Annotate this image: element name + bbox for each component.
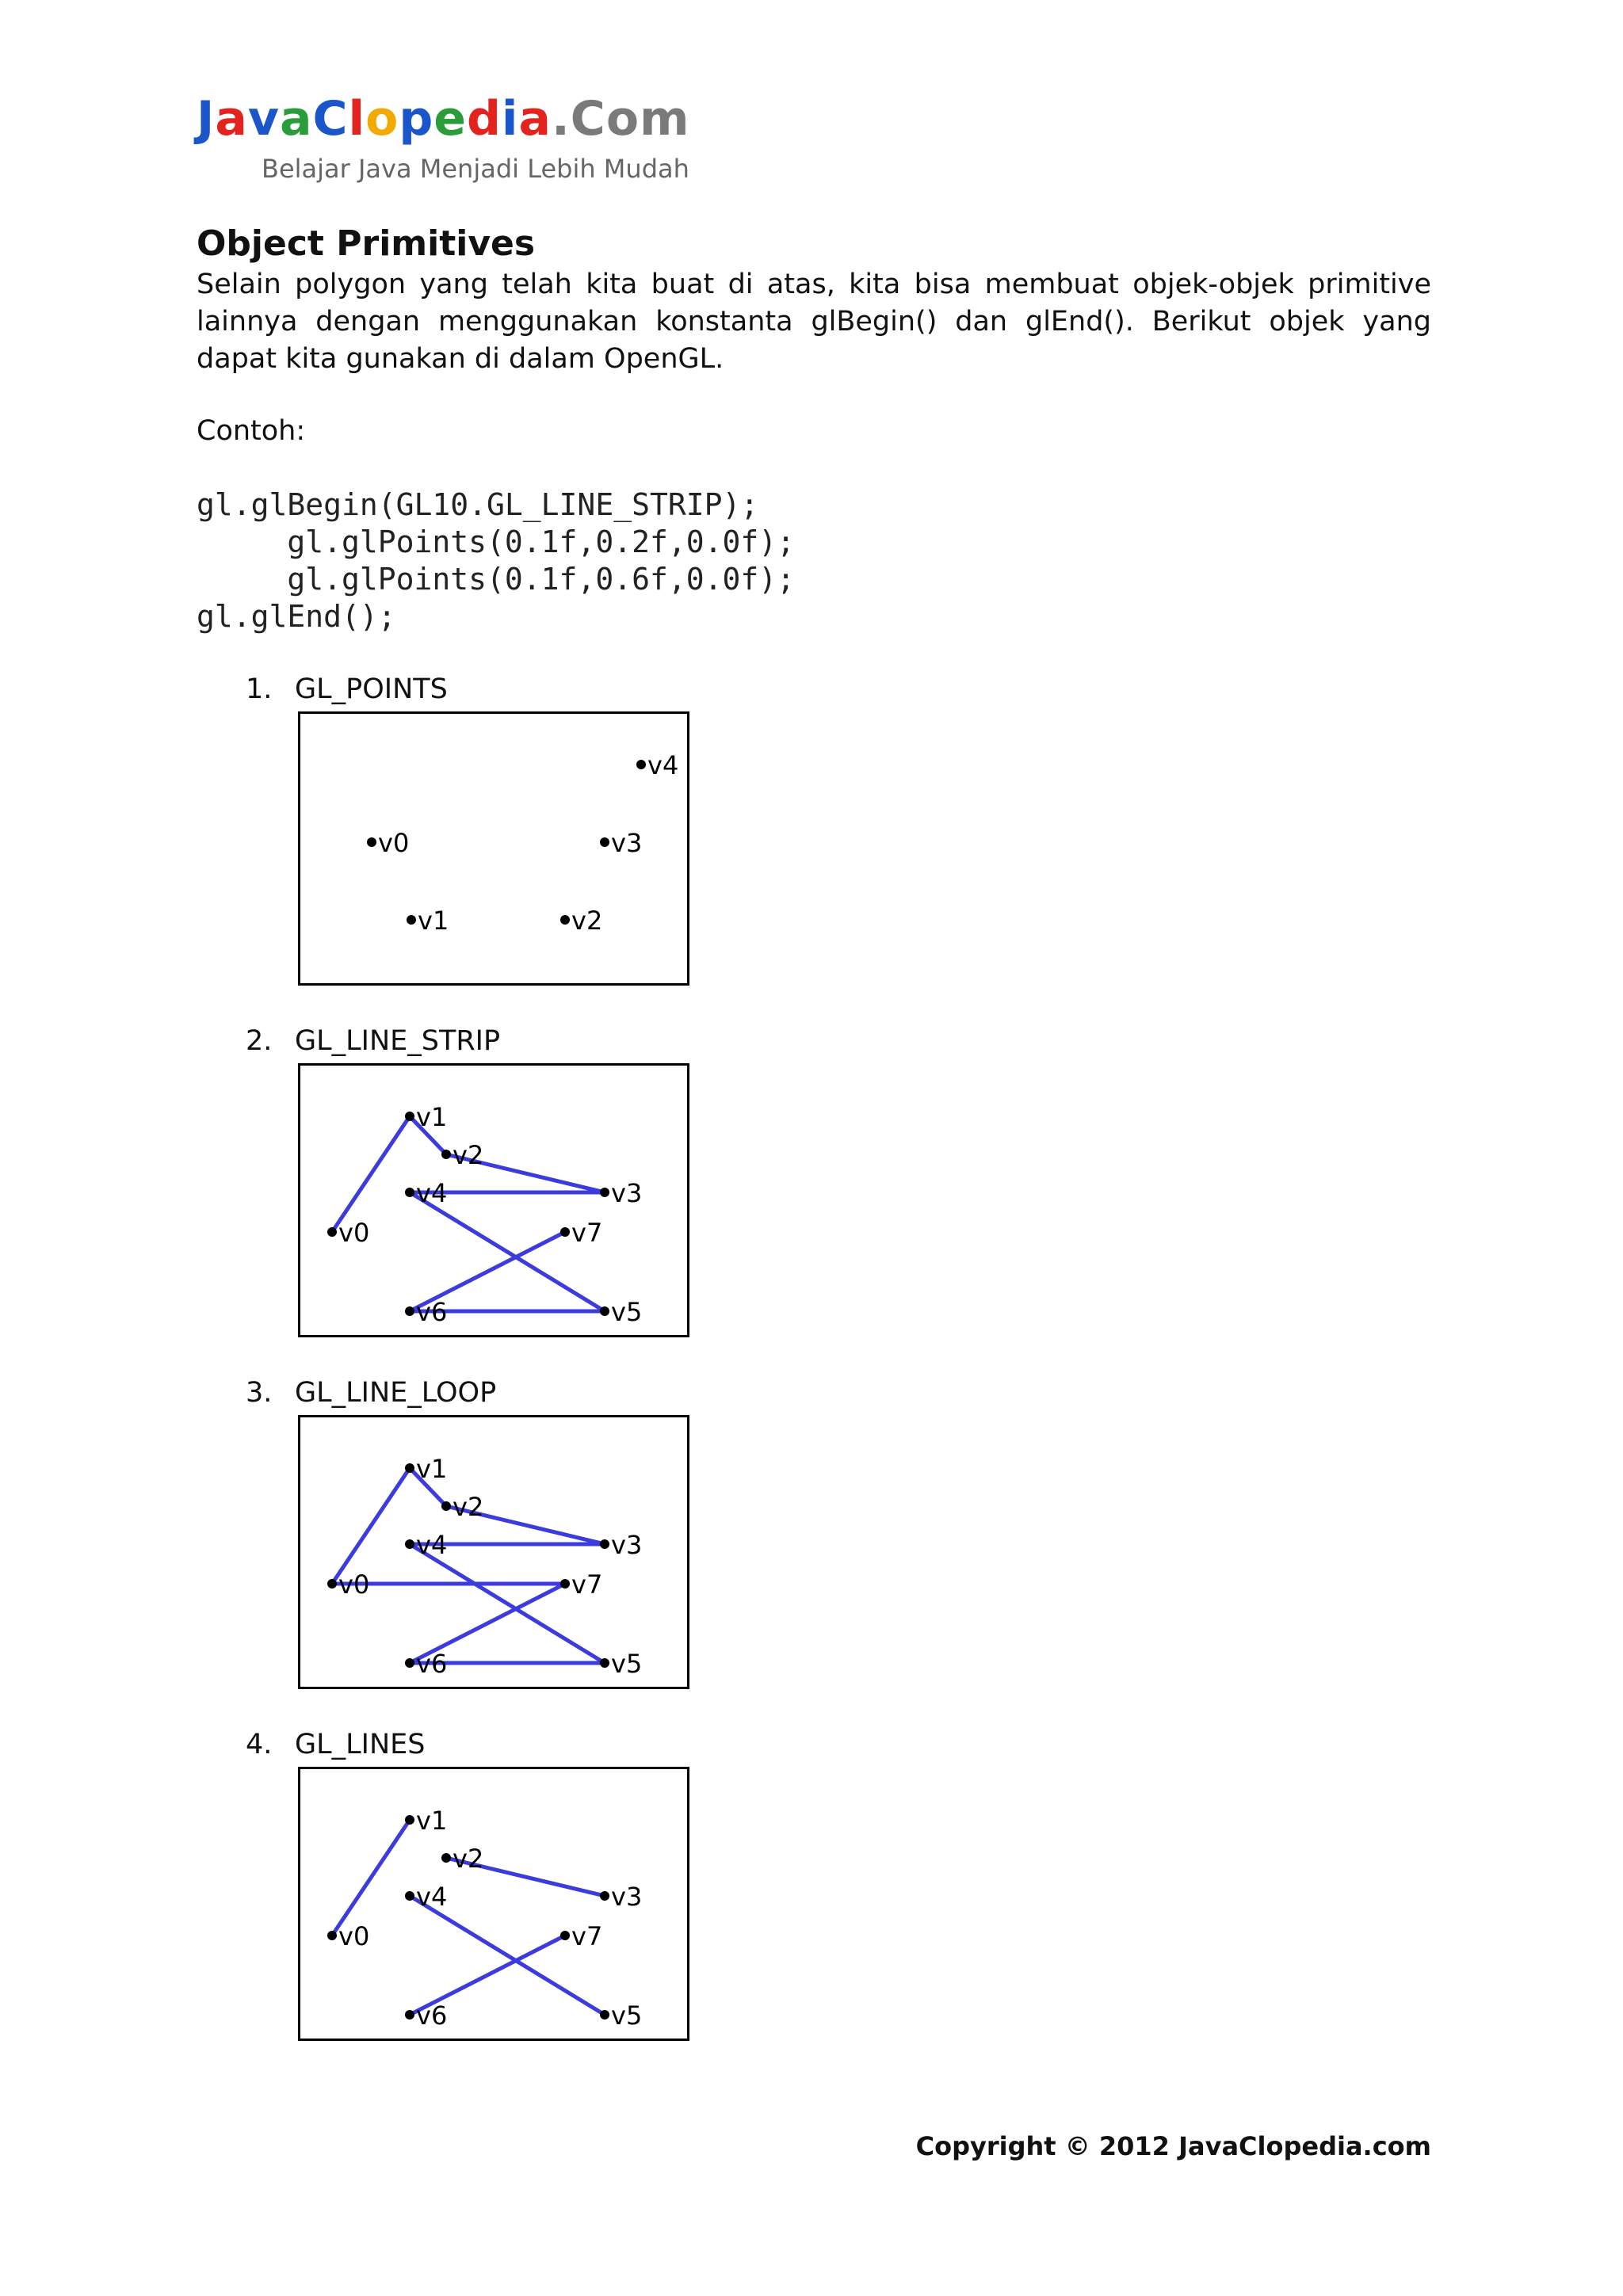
vertex-dot (405, 1112, 414, 1121)
vertex-dot (405, 1539, 414, 1549)
vertex-label: v5 (611, 1649, 643, 1679)
vertex-label: v2 (571, 906, 603, 936)
vertex-dot (405, 1188, 414, 1197)
vertex-dot (600, 1891, 609, 1901)
vertex-dot (405, 1658, 414, 1668)
vertex-dot (405, 1815, 414, 1825)
vertex-dot (600, 1188, 609, 1197)
vertex-dot (367, 837, 376, 847)
list-number: 3. (246, 1377, 273, 1409)
vertex-label: v3 (611, 1530, 643, 1560)
example-label: Contoh: (197, 415, 306, 447)
vertex-label: v4 (416, 1530, 448, 1560)
vertex-dot (407, 915, 416, 925)
primitive-diagram-svg (300, 714, 687, 983)
vertex-dot (405, 1463, 414, 1473)
section-title: Object Primitives (197, 223, 536, 264)
vertex-dot (405, 2010, 414, 2019)
vertex-dot (405, 1306, 414, 1316)
vertex-dot (600, 1658, 609, 1668)
logo-letter: l (348, 91, 366, 147)
primitive-name: GL_POINTS (295, 673, 448, 705)
primitive-diagram-svg (300, 1417, 687, 1687)
vertex-dot (560, 1931, 570, 1940)
vertex-label: v0 (378, 828, 410, 858)
vertex-label: v0 (338, 1569, 370, 1600)
vertex-dot (327, 1931, 337, 1940)
list-number: 1. (246, 673, 273, 705)
logo-letter: C (312, 91, 349, 147)
vertex-label: v1 (418, 906, 449, 936)
logo-letter: a (518, 91, 552, 147)
primitive-diagram-svg (300, 1066, 687, 1335)
primitive-name: GL_LINES (295, 1729, 426, 1760)
vertex-dot (327, 1227, 337, 1237)
vertex-label: v4 (416, 1178, 448, 1208)
vertex-dot (600, 2010, 609, 2019)
vertex-label: v1 (416, 1806, 448, 1836)
logo-letter: a (215, 91, 248, 147)
vertex-label: v0 (338, 1921, 370, 1951)
vertex-label: v3 (611, 828, 643, 858)
site-logo[interactable] (197, 91, 690, 147)
logo-letter: p (399, 91, 434, 147)
vertex-label: v2 (453, 1140, 484, 1170)
vertex-label: v3 (611, 1178, 643, 1208)
vertex-label: v2 (453, 1844, 484, 1874)
intro-paragraph: Selain polygon yang telah kita buat di atas, kita bisa membuat objek-objek primitive lainnya dengan menggunakan konstanta glBegin() dan glEnd(). Berikut objek yang dapat kita gunakan di dalam OpenGL. (197, 269, 1431, 375)
logo-letter: .Com (552, 91, 690, 147)
edge-v4-v5 (410, 1192, 605, 1311)
code-example: gl.glBegin(GL10.GL_LINE_STRIP); gl.glPoints(0.1f,0.2f,0.0f); gl.glPoints(0.1f,0.6f,0.0f); gl.glEnd(); (197, 487, 795, 634)
vertex-dot (441, 1150, 451, 1159)
diagram-gl-points (298, 711, 689, 986)
vertex-label: v5 (611, 1297, 643, 1327)
vertex-dot (600, 837, 609, 847)
vertex-label: v6 (416, 2000, 448, 2031)
primitive-label-line-loop (246, 1377, 496, 1409)
vertex-label: v6 (416, 1649, 448, 1679)
vertex-label: v1 (416, 1102, 448, 1132)
diagram-gl-lines (298, 1767, 689, 2041)
edge-v0-v1 (332, 1820, 410, 1936)
primitive-diagram-svg (300, 1769, 687, 2039)
vertex-dot (560, 915, 570, 925)
primitive-name: GL_LINE_STRIP (295, 1025, 501, 1057)
vertex-label: v4 (647, 750, 679, 780)
vertex-label: v0 (338, 1218, 370, 1248)
vertex-dot (600, 1306, 609, 1316)
logo-letter: o (365, 91, 399, 147)
logo-letter: J (197, 91, 216, 147)
vertex-label: v2 (453, 1492, 484, 1522)
vertex-label: v5 (611, 2000, 643, 2031)
vertex-dot (636, 760, 646, 769)
vertex-dot (441, 1853, 451, 1863)
logo-letter: i (501, 91, 519, 147)
diagram-gl-line-loop (298, 1415, 689, 1689)
diagram-gl-line-strip (298, 1063, 689, 1337)
vertex-label: v7 (571, 1569, 603, 1600)
edge-v0-v1 (332, 1468, 410, 1584)
vertex-label: v1 (416, 1454, 448, 1484)
vertex-label: v7 (571, 1921, 603, 1951)
site-tagline: Belajar Java Menjadi Lebih Mudah (262, 154, 689, 184)
vertex-label: v4 (416, 1882, 448, 1912)
primitive-name: GL_LINE_LOOP (295, 1377, 497, 1409)
logo-letter: v (247, 91, 280, 147)
primitive-label-points (246, 673, 448, 705)
copyright-footer: Copyright © 2012 JavaClopedia.com (915, 2131, 1431, 2161)
vertex-label: v7 (571, 1218, 603, 1248)
vertex-label: v6 (416, 1297, 448, 1327)
list-number: 4. (246, 1729, 273, 1760)
logo-letter: e (433, 91, 467, 147)
vertex-dot (441, 1501, 451, 1511)
list-number: 2. (246, 1025, 273, 1057)
vertex-dot (560, 1227, 570, 1237)
edge-v4-v5 (410, 1896, 605, 2015)
logo-letter: d (466, 91, 502, 147)
primitive-label-line-strip (246, 1025, 500, 1057)
vertex-dot (327, 1579, 337, 1589)
edge-v0-v1 (332, 1116, 410, 1232)
vertex-dot (405, 1891, 414, 1901)
logo-letter: a (279, 91, 313, 147)
vertex-dot (560, 1579, 570, 1589)
vertex-label: v3 (611, 1882, 643, 1912)
vertex-dot (600, 1539, 609, 1549)
edge-v4-v5 (410, 1544, 605, 1663)
primitive-label-lines (246, 1729, 425, 1760)
